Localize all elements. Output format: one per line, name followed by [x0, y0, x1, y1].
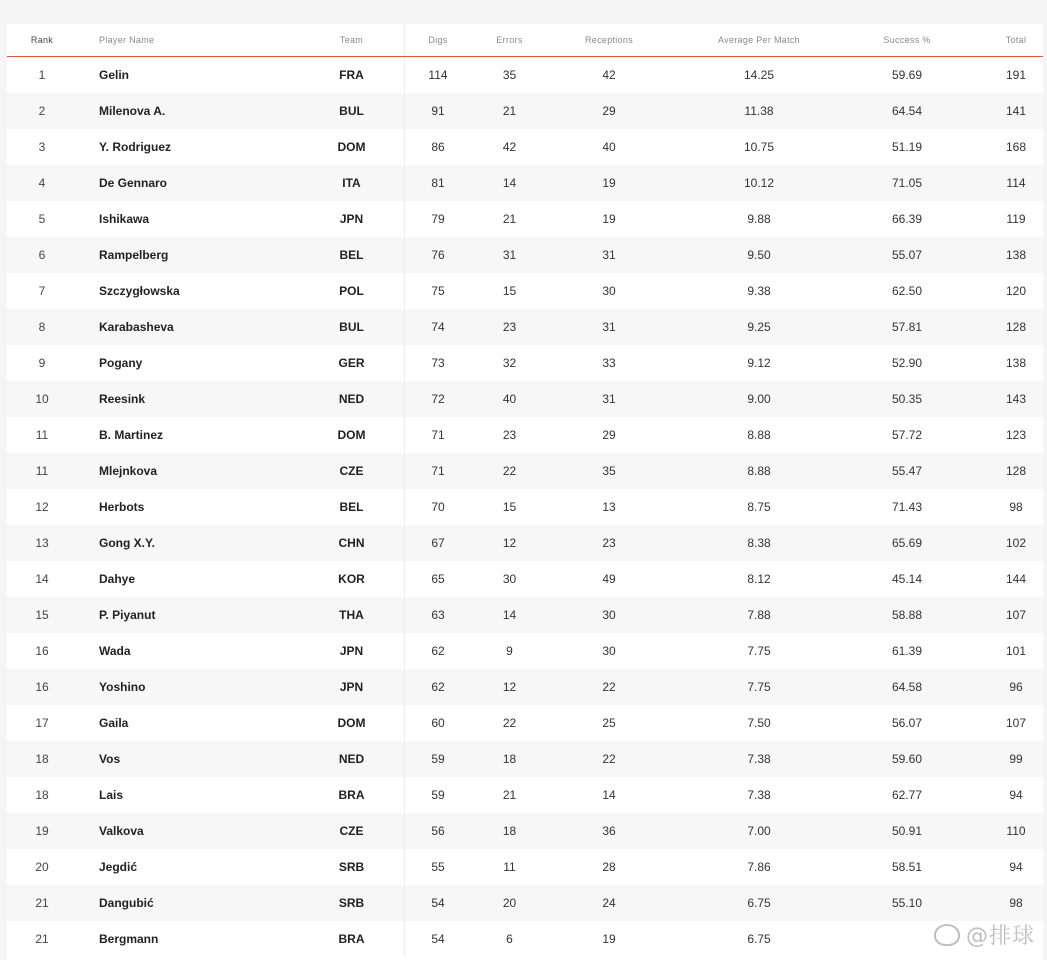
table-row[interactable] — [7, 273, 1043, 309]
cell-player-name: Dahye — [99, 571, 136, 586]
cell-player-name: Gaila — [99, 715, 129, 730]
cell-success: 58.88 — [891, 607, 923, 622]
table-row[interactable] — [7, 669, 1043, 705]
cell-success: 45.14 — [891, 571, 923, 586]
cell-player-name: Gelin — [99, 67, 130, 82]
cell-errors: 18 — [502, 823, 517, 838]
cell-player-name: Lais — [99, 787, 124, 802]
header-success[interactable]: Success % — [848, 24, 966, 57]
cell-rank: 14 — [35, 571, 49, 586]
table-row[interactable] — [7, 417, 1043, 453]
table-body — [7, 57, 1043, 957]
table-row[interactable] — [7, 129, 1043, 165]
cell-total: 143 — [1005, 391, 1027, 406]
cell-success: 64.54 — [891, 103, 923, 118]
cell-errors: 12 — [502, 535, 517, 550]
cell-total — [966, 921, 1043, 957]
cell-rank: 4 — [38, 175, 46, 190]
cell-success: 57.72 — [891, 427, 923, 442]
cell-receptions: 22 — [602, 679, 616, 694]
cell-total: 98 — [1009, 499, 1023, 514]
table-row[interactable] — [7, 741, 1043, 777]
table-row[interactable] — [7, 921, 1043, 957]
cell-total: 120 — [1005, 283, 1027, 298]
cell-receptions: 31 — [602, 319, 616, 334]
cell-total: 94 — [1009, 859, 1023, 874]
cell-total: 138 — [1005, 247, 1027, 262]
table-row[interactable] — [7, 345, 1043, 381]
cell-total: 107 — [1005, 715, 1027, 730]
cell-receptions: 13 — [602, 499, 616, 514]
cell-digs: 71 — [431, 427, 445, 442]
cell-rank: 11 — [35, 427, 49, 442]
cell-digs: 54 — [431, 895, 445, 910]
cell-success: 66.39 — [891, 211, 923, 226]
cell-player-name: Dangubić — [99, 895, 154, 910]
cell-receptions: 29 — [602, 103, 616, 118]
cell-rank: 16 — [35, 679, 49, 694]
cell-avg-per-match: 14.25 — [743, 67, 775, 82]
cell-team: CZE — [299, 453, 405, 489]
cell-avg-per-match: 9.50 — [747, 247, 771, 262]
cell-team: NED — [299, 741, 405, 777]
table-row[interactable] — [7, 885, 1043, 921]
cell-rank: 12 — [35, 499, 49, 514]
cell-receptions: 30 — [602, 643, 616, 658]
cell-digs: 86 — [431, 139, 445, 154]
cell-team: ITA — [299, 165, 405, 201]
table-row[interactable] — [7, 705, 1043, 741]
cell-avg-per-match: 7.86 — [747, 859, 771, 874]
table-row[interactable] — [7, 381, 1043, 417]
cell-errors: 9 — [506, 643, 513, 658]
cell-avg-per-match: 11.38 — [744, 103, 774, 118]
cell-errors: 42 — [502, 139, 517, 154]
cell-team: NED — [299, 381, 405, 417]
cell-digs: 63 — [431, 607, 445, 622]
cell-receptions: 28 — [602, 859, 616, 874]
cell-receptions: 36 — [602, 823, 616, 838]
cell-digs: 55 — [431, 859, 445, 874]
cell-team: BUL — [299, 93, 405, 129]
cell-receptions: 33 — [602, 355, 616, 370]
cell-total: 98 — [1009, 895, 1023, 910]
cell-avg-per-match: 8.12 — [747, 571, 771, 586]
cell-rank: 10 — [35, 391, 49, 406]
cell-total: 168 — [1005, 139, 1027, 154]
header-row — [7, 24, 1043, 57]
cell-team: KOR — [299, 561, 405, 597]
cell-rank: 11 — [35, 463, 49, 478]
cell-errors: 12 — [502, 679, 517, 694]
cell-rank: 6 — [38, 247, 46, 262]
cell-errors: 15 — [502, 499, 517, 514]
cell-receptions: 25 — [602, 715, 616, 730]
cell-success: 71.43 — [891, 499, 923, 514]
cell-avg-per-match: 6.75 — [747, 895, 771, 910]
cell-total: 96 — [1009, 679, 1023, 694]
cell-errors: 35 — [502, 67, 517, 82]
table-row[interactable] — [7, 453, 1043, 489]
cell-player-name: Mlejnkova — [99, 463, 158, 478]
cell-success: 71.05 — [891, 175, 923, 190]
cell-digs: 59 — [431, 751, 445, 766]
cell-player-name: Reesink — [99, 391, 146, 406]
cell-total: 138 — [1005, 355, 1027, 370]
cell-receptions: 40 — [602, 139, 616, 154]
cell-total: 101 — [1005, 643, 1027, 658]
cell-errors: 11 — [503, 859, 516, 874]
cell-digs: 74 — [431, 319, 445, 334]
table-row[interactable] — [7, 237, 1043, 273]
cell-receptions: 30 — [602, 283, 616, 298]
cell-success: 55.47 — [891, 463, 923, 478]
cell-player-name: Pogany — [99, 355, 143, 370]
cell-errors: 23 — [502, 319, 517, 334]
header-digs[interactable]: Digs — [405, 24, 472, 57]
cell-player-name: Jegdić — [99, 859, 138, 874]
cell-total: 119 — [1006, 211, 1026, 226]
cell-rank: 1 — [38, 67, 46, 82]
cell-digs: 73 — [431, 355, 445, 370]
cell-success: 57.81 — [891, 319, 923, 334]
cell-digs: 91 — [431, 103, 445, 118]
cell-success: 50.35 — [891, 391, 923, 406]
cell-total: 128 — [1005, 319, 1027, 334]
cell-player-name: Milenova A. — [99, 103, 166, 118]
cell-player-name: Vos — [99, 751, 121, 766]
cell-team: BRA — [299, 921, 405, 957]
cell-errors: 14 — [502, 175, 517, 190]
cell-success: 55.07 — [891, 247, 923, 262]
cell-success — [848, 921, 966, 957]
cell-receptions: 35 — [602, 463, 616, 478]
cell-avg-per-match: 7.88 — [747, 607, 771, 622]
cell-avg-per-match: 7.75 — [747, 643, 771, 658]
cell-player-name: Herbots — [99, 499, 145, 514]
cell-avg-per-match: 9.38 — [747, 283, 771, 298]
cell-errors: 21 — [502, 103, 517, 118]
cell-success: 50.91 — [891, 823, 923, 838]
cell-success: 62.50 — [891, 283, 923, 298]
cell-total: 191 — [1005, 67, 1027, 82]
table-row[interactable] — [7, 309, 1043, 345]
cell-success: 52.90 — [891, 355, 923, 370]
cell-rank: 19 — [35, 823, 49, 838]
cell-digs: 56 — [431, 823, 445, 838]
cell-team: JPN — [299, 669, 405, 705]
cell-errors: 23 — [502, 427, 517, 442]
header-rank[interactable]: Rank — [7, 24, 77, 57]
table-row[interactable] — [7, 93, 1043, 129]
cell-avg-per-match: 7.00 — [747, 823, 771, 838]
cell-team: DOM — [299, 705, 405, 741]
cell-avg-per-match: 9.12 — [747, 355, 771, 370]
cell-player-name: Valkova — [99, 823, 144, 838]
cell-errors: 20 — [502, 895, 517, 910]
cell-digs: 71 — [431, 463, 445, 478]
cell-rank: 3 — [38, 139, 46, 154]
cell-avg-per-match: 9.00 — [747, 391, 771, 406]
cell-errors: 31 — [502, 247, 517, 262]
cell-avg-per-match: 7.38 — [747, 751, 771, 766]
table-row[interactable] — [7, 201, 1043, 237]
cell-rank: 9 — [38, 355, 46, 370]
cell-team: GER — [299, 345, 405, 381]
cell-team: DOM — [299, 417, 405, 453]
cell-team: BUL — [299, 309, 405, 345]
cell-rank: 13 — [35, 535, 49, 550]
cell-player-name: Szczygłowska — [99, 283, 180, 298]
table-row[interactable] — [7, 777, 1043, 813]
cell-errors: 21 — [502, 787, 517, 802]
cell-rank: 7 — [38, 283, 46, 298]
cell-player-name: Rampelberg — [99, 247, 169, 262]
player-stats-table — [7, 24, 1043, 957]
cell-success: 65.69 — [891, 535, 923, 550]
table-header — [7, 24, 1043, 57]
table-row[interactable] — [7, 597, 1043, 633]
cell-team: FRA — [299, 57, 405, 93]
cell-errors: 15 — [502, 283, 517, 298]
cell-team: JPN — [299, 201, 405, 237]
cell-rank: 17 — [35, 715, 49, 730]
cell-digs: 76 — [431, 247, 445, 262]
cell-rank: 16 — [35, 643, 49, 658]
cell-errors: 22 — [502, 715, 517, 730]
cell-total: 114 — [1006, 175, 1026, 190]
cell-player-name: Bergmann — [99, 931, 159, 946]
cell-receptions: 22 — [602, 751, 616, 766]
cell-errors: 6 — [506, 931, 513, 946]
cell-digs: 70 — [431, 499, 445, 514]
cell-player-name: B. Martinez — [99, 427, 164, 442]
cell-rank: 5 — [38, 211, 46, 226]
cell-rank: 18 — [35, 787, 49, 802]
cell-errors: 21 — [502, 211, 517, 226]
header-receptions[interactable]: Receptions — [548, 24, 670, 57]
cell-success: 51.19 — [891, 139, 923, 154]
table-row[interactable] — [7, 489, 1043, 525]
cell-total: 110 — [1006, 823, 1026, 838]
cell-digs: 62 — [431, 643, 445, 658]
table-row[interactable] — [7, 561, 1043, 597]
table-row[interactable] — [7, 165, 1043, 201]
cell-total: 141 — [1005, 103, 1027, 118]
cell-errors: 14 — [502, 607, 517, 622]
cell-avg-per-match: 8.75 — [747, 499, 771, 514]
cell-team: BEL — [299, 237, 405, 273]
cell-success: 55.10 — [891, 895, 923, 910]
cell-total: 94 — [1009, 787, 1023, 802]
cell-success: 58.51 — [891, 859, 923, 874]
cell-success: 56.07 — [891, 715, 923, 730]
cell-rank: 15 — [35, 607, 49, 622]
cell-rank: 21 — [35, 895, 49, 910]
cell-avg-per-match: 7.50 — [747, 715, 771, 730]
cell-digs: 62 — [431, 679, 445, 694]
cell-avg-per-match: 9.88 — [747, 211, 771, 226]
cell-avg-per-match: 8.88 — [747, 427, 771, 442]
header-avg-per-match[interactable]: Average Per Match — [670, 24, 848, 57]
cell-digs: 54 — [431, 931, 445, 946]
cell-team: POL — [299, 273, 405, 309]
cell-success: 64.58 — [891, 679, 923, 694]
header-player-name[interactable]: Player Name — [77, 24, 299, 57]
cell-avg-per-match: 6.75 — [747, 931, 771, 946]
cell-player-name: Y. Rodriguez — [99, 139, 172, 154]
cell-team: THA — [299, 597, 405, 633]
watermark-text: @排球 — [965, 924, 1035, 949]
cell-team: CZE — [299, 813, 405, 849]
cell-player-name: Wada — [99, 643, 131, 658]
cell-team: BRA — [299, 777, 405, 813]
header-errors[interactable]: Errors — [471, 24, 548, 57]
cell-errors: 30 — [502, 571, 517, 586]
cell-digs: 59 — [431, 787, 445, 802]
cell-receptions: 30 — [602, 607, 616, 622]
stats-table-panel — [7, 24, 1043, 960]
table-row[interactable] — [7, 813, 1043, 849]
cell-rank: 8 — [38, 319, 46, 334]
cell-digs: 75 — [431, 283, 445, 298]
cell-receptions: 23 — [602, 535, 616, 550]
cell-team: BEL — [299, 489, 405, 525]
cell-receptions: 19 — [602, 175, 616, 190]
cell-receptions: 19 — [602, 211, 616, 226]
cell-receptions: 24 — [602, 895, 616, 910]
cell-digs: 72 — [431, 391, 445, 406]
header-total[interactable]: Total — [966, 24, 1043, 57]
cell-player-name: De Gennaro — [99, 175, 168, 190]
table-row[interactable] — [7, 633, 1043, 669]
cell-player-name: Karabasheva — [99, 319, 174, 334]
cell-receptions: 29 — [602, 427, 616, 442]
cell-digs: 65 — [431, 571, 445, 586]
cell-avg-per-match: 9.25 — [747, 319, 771, 334]
cell-player-name: P. Piyanut — [99, 607, 156, 622]
table-row[interactable] — [7, 57, 1043, 93]
cell-total: 144 — [1005, 571, 1027, 586]
cell-errors: 22 — [502, 463, 517, 478]
cell-errors: 18 — [502, 751, 517, 766]
cell-rank: 21 — [35, 931, 49, 946]
cell-digs: 81 — [431, 175, 445, 190]
cell-player-name: Ishikawa — [99, 211, 150, 226]
cell-receptions: 14 — [602, 787, 616, 802]
cell-digs: 114 — [428, 67, 448, 82]
cell-avg-per-match: 8.38 — [747, 535, 771, 550]
cell-total: 107 — [1005, 607, 1027, 622]
cell-receptions: 19 — [602, 931, 616, 946]
cell-team: JPN — [299, 633, 405, 669]
cell-team: SRB — [299, 885, 405, 921]
cell-team: DOM — [299, 129, 405, 165]
cell-receptions: 31 — [602, 247, 616, 262]
cell-avg-per-match: 7.38 — [747, 787, 771, 802]
cell-total: 123 — [1005, 427, 1027, 442]
cell-errors: 32 — [502, 355, 517, 370]
cell-rank: 2 — [38, 103, 46, 118]
cell-team: SRB — [299, 849, 405, 885]
cell-total: 102 — [1005, 535, 1027, 550]
cell-errors: 40 — [502, 391, 517, 406]
header-team[interactable]: Team — [299, 24, 405, 57]
cell-avg-per-match: 8.88 — [747, 463, 771, 478]
table-row[interactable] — [7, 525, 1043, 561]
cell-avg-per-match: 7.75 — [747, 679, 771, 694]
cell-receptions: 31 — [602, 391, 616, 406]
cell-receptions: 42 — [602, 67, 616, 82]
cell-rank: 18 — [35, 751, 49, 766]
cell-team: CHN — [299, 525, 405, 561]
cell-player-name: Yoshino — [99, 679, 146, 694]
cell-digs: 79 — [431, 211, 445, 226]
cell-success: 62.77 — [891, 787, 923, 802]
cell-success: 61.39 — [891, 643, 923, 658]
cell-total: 99 — [1009, 751, 1023, 766]
cell-success: 59.69 — [891, 67, 923, 82]
cell-digs: 60 — [431, 715, 445, 730]
cell-player-name: Gong X.Y. — [99, 535, 156, 550]
cell-avg-per-match: 10.75 — [743, 139, 775, 154]
table-row[interactable] — [7, 849, 1043, 885]
cell-digs: 67 — [431, 535, 445, 550]
cell-total: 128 — [1005, 463, 1027, 478]
cell-receptions: 49 — [602, 571, 616, 586]
cell-avg-per-match: 10.12 — [743, 175, 775, 190]
cell-rank: 20 — [35, 859, 49, 874]
cell-success: 59.60 — [891, 751, 923, 766]
